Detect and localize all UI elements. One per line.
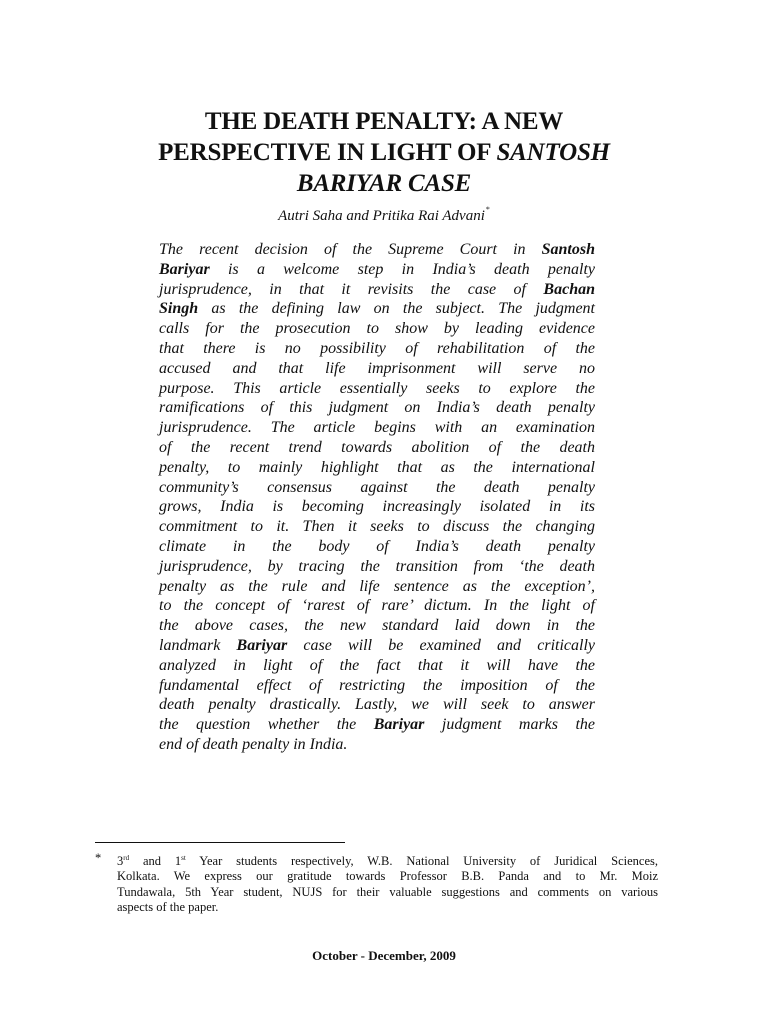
issue-date: October - December, 2009 <box>312 948 456 963</box>
abstract-line: calls for the prosecution to show by leading evidence <box>159 320 595 338</box>
abstract-line: jurisprudence. The article begins with an examination <box>159 419 595 437</box>
abstract-line: community’s consensus against the death penalty <box>159 478 595 496</box>
abstract-text: as the defining law on the subject. The judgment <box>198 300 595 318</box>
case-name-emphasis: Bachan <box>543 280 595 298</box>
abstract-line <box>159 299 595 319</box>
author-line <box>0 205 768 225</box>
footnote-text: and <box>129 854 175 868</box>
abstract-text: jurisprudence, in that it revisits the case of <box>159 280 544 298</box>
abstract-line: grows, India is becoming increasingly isolated in its <box>159 498 595 516</box>
abstract-text: The recent decision of the Supreme Court in <box>159 241 542 258</box>
ordinal-suffix: rd <box>123 854 130 862</box>
abstract-line <box>159 280 595 300</box>
footnote-text: 1 <box>174 854 182 868</box>
author-names: Autri Saha and Pritika Rai Advani <box>278 208 485 224</box>
abstract-line: purpose. This article essentially seeks to explore the <box>159 379 595 397</box>
abstract-line: climate in the body of India’s death penalty <box>159 537 595 555</box>
case-name-emphasis: Bariyar <box>236 636 288 654</box>
abstract <box>159 240 595 755</box>
abstract-text: landmark <box>159 636 237 654</box>
abstract-line: accused and that life imprisonment will serve no <box>159 359 595 377</box>
abstract-line: of the recent trend towards abolition of the death <box>159 438 595 456</box>
case-name-emphasis: Bariyar <box>373 716 425 734</box>
footnote-mark: * <box>95 851 102 865</box>
footnote <box>95 851 658 916</box>
abstract-line: analyzed in light of the fact that it will have the <box>159 656 595 674</box>
title-line-1: THE DEATH PENALTY: A NEW <box>204 108 564 135</box>
abstract-line <box>159 260 595 280</box>
paper-title <box>0 106 768 199</box>
abstract-line: penalty as the rule and life sentence as the exception’, <box>159 577 595 595</box>
title-line-2-italic: SANTOSH <box>496 139 610 166</box>
footnote-line: Tundawala, 5th Year student, NUJS for their valuable suggestions and comments on various <box>117 884 658 899</box>
ordinal-suffix: st <box>181 854 186 862</box>
abstract-line: the above cases, the new standard laid down in the <box>159 617 595 635</box>
abstract-line <box>159 240 595 260</box>
footnote-line <box>117 851 658 869</box>
abstract-line <box>159 715 595 735</box>
abstract-text: is a welcome step in India’s death penalty <box>209 260 595 278</box>
title-line-3-italic: BARIYAR CASE <box>296 170 472 197</box>
abstract-text: case will be examined and critically <box>287 636 595 654</box>
case-name-emphasis: Bariyar <box>159 260 210 278</box>
abstract-line: ramifications of this judgment on India’s death penalty <box>159 399 595 417</box>
case-name-emphasis: Santosh <box>541 241 595 258</box>
author-footnote-mark: * <box>485 205 490 214</box>
abstract-line: to the concept of ‘rarest of rare’ dictum. In the light of <box>159 597 595 615</box>
abstract-line: fundamental effect of restricting the imposition of the <box>159 676 595 694</box>
footnote-line: Kolkata. We express our gratitude towards Professor B.B. Panda and to Mr. Moiz <box>117 869 658 884</box>
title-line-2 <box>0 137 768 168</box>
case-name-emphasis: Singh <box>159 300 199 318</box>
footnote-text: Year students respectively, W.B. National University of Juridical Sciences, <box>185 854 658 868</box>
footnote-separator <box>95 842 345 843</box>
abstract-line: death penalty drastically. Lastly, we will seek to answer <box>159 696 595 714</box>
abstract-line: penalty, to mainly highlight that as the international <box>159 458 595 476</box>
abstract-line: commitment to it. Then it seeks to discuss the changing <box>159 518 595 536</box>
footnote-body <box>117 851 658 916</box>
abstract-line: jurisprudence, by tracing the transition from ‘the death <box>159 557 595 575</box>
title-line-3 <box>0 168 768 199</box>
footnote-text: 3 <box>117 854 124 868</box>
abstract-text: the question whether the <box>159 716 374 734</box>
footnote-line: aspects of the paper. <box>117 900 219 915</box>
title-line-2-prefix: PERSPECTIVE IN LIGHT OF <box>158 139 491 166</box>
abstract-text: judgment marks the <box>424 716 596 734</box>
abstract-line: that there is no possibility of rehabilitation of the <box>159 339 595 357</box>
abstract-line: end of death penalty in India. <box>159 735 348 753</box>
abstract-line <box>159 636 595 656</box>
